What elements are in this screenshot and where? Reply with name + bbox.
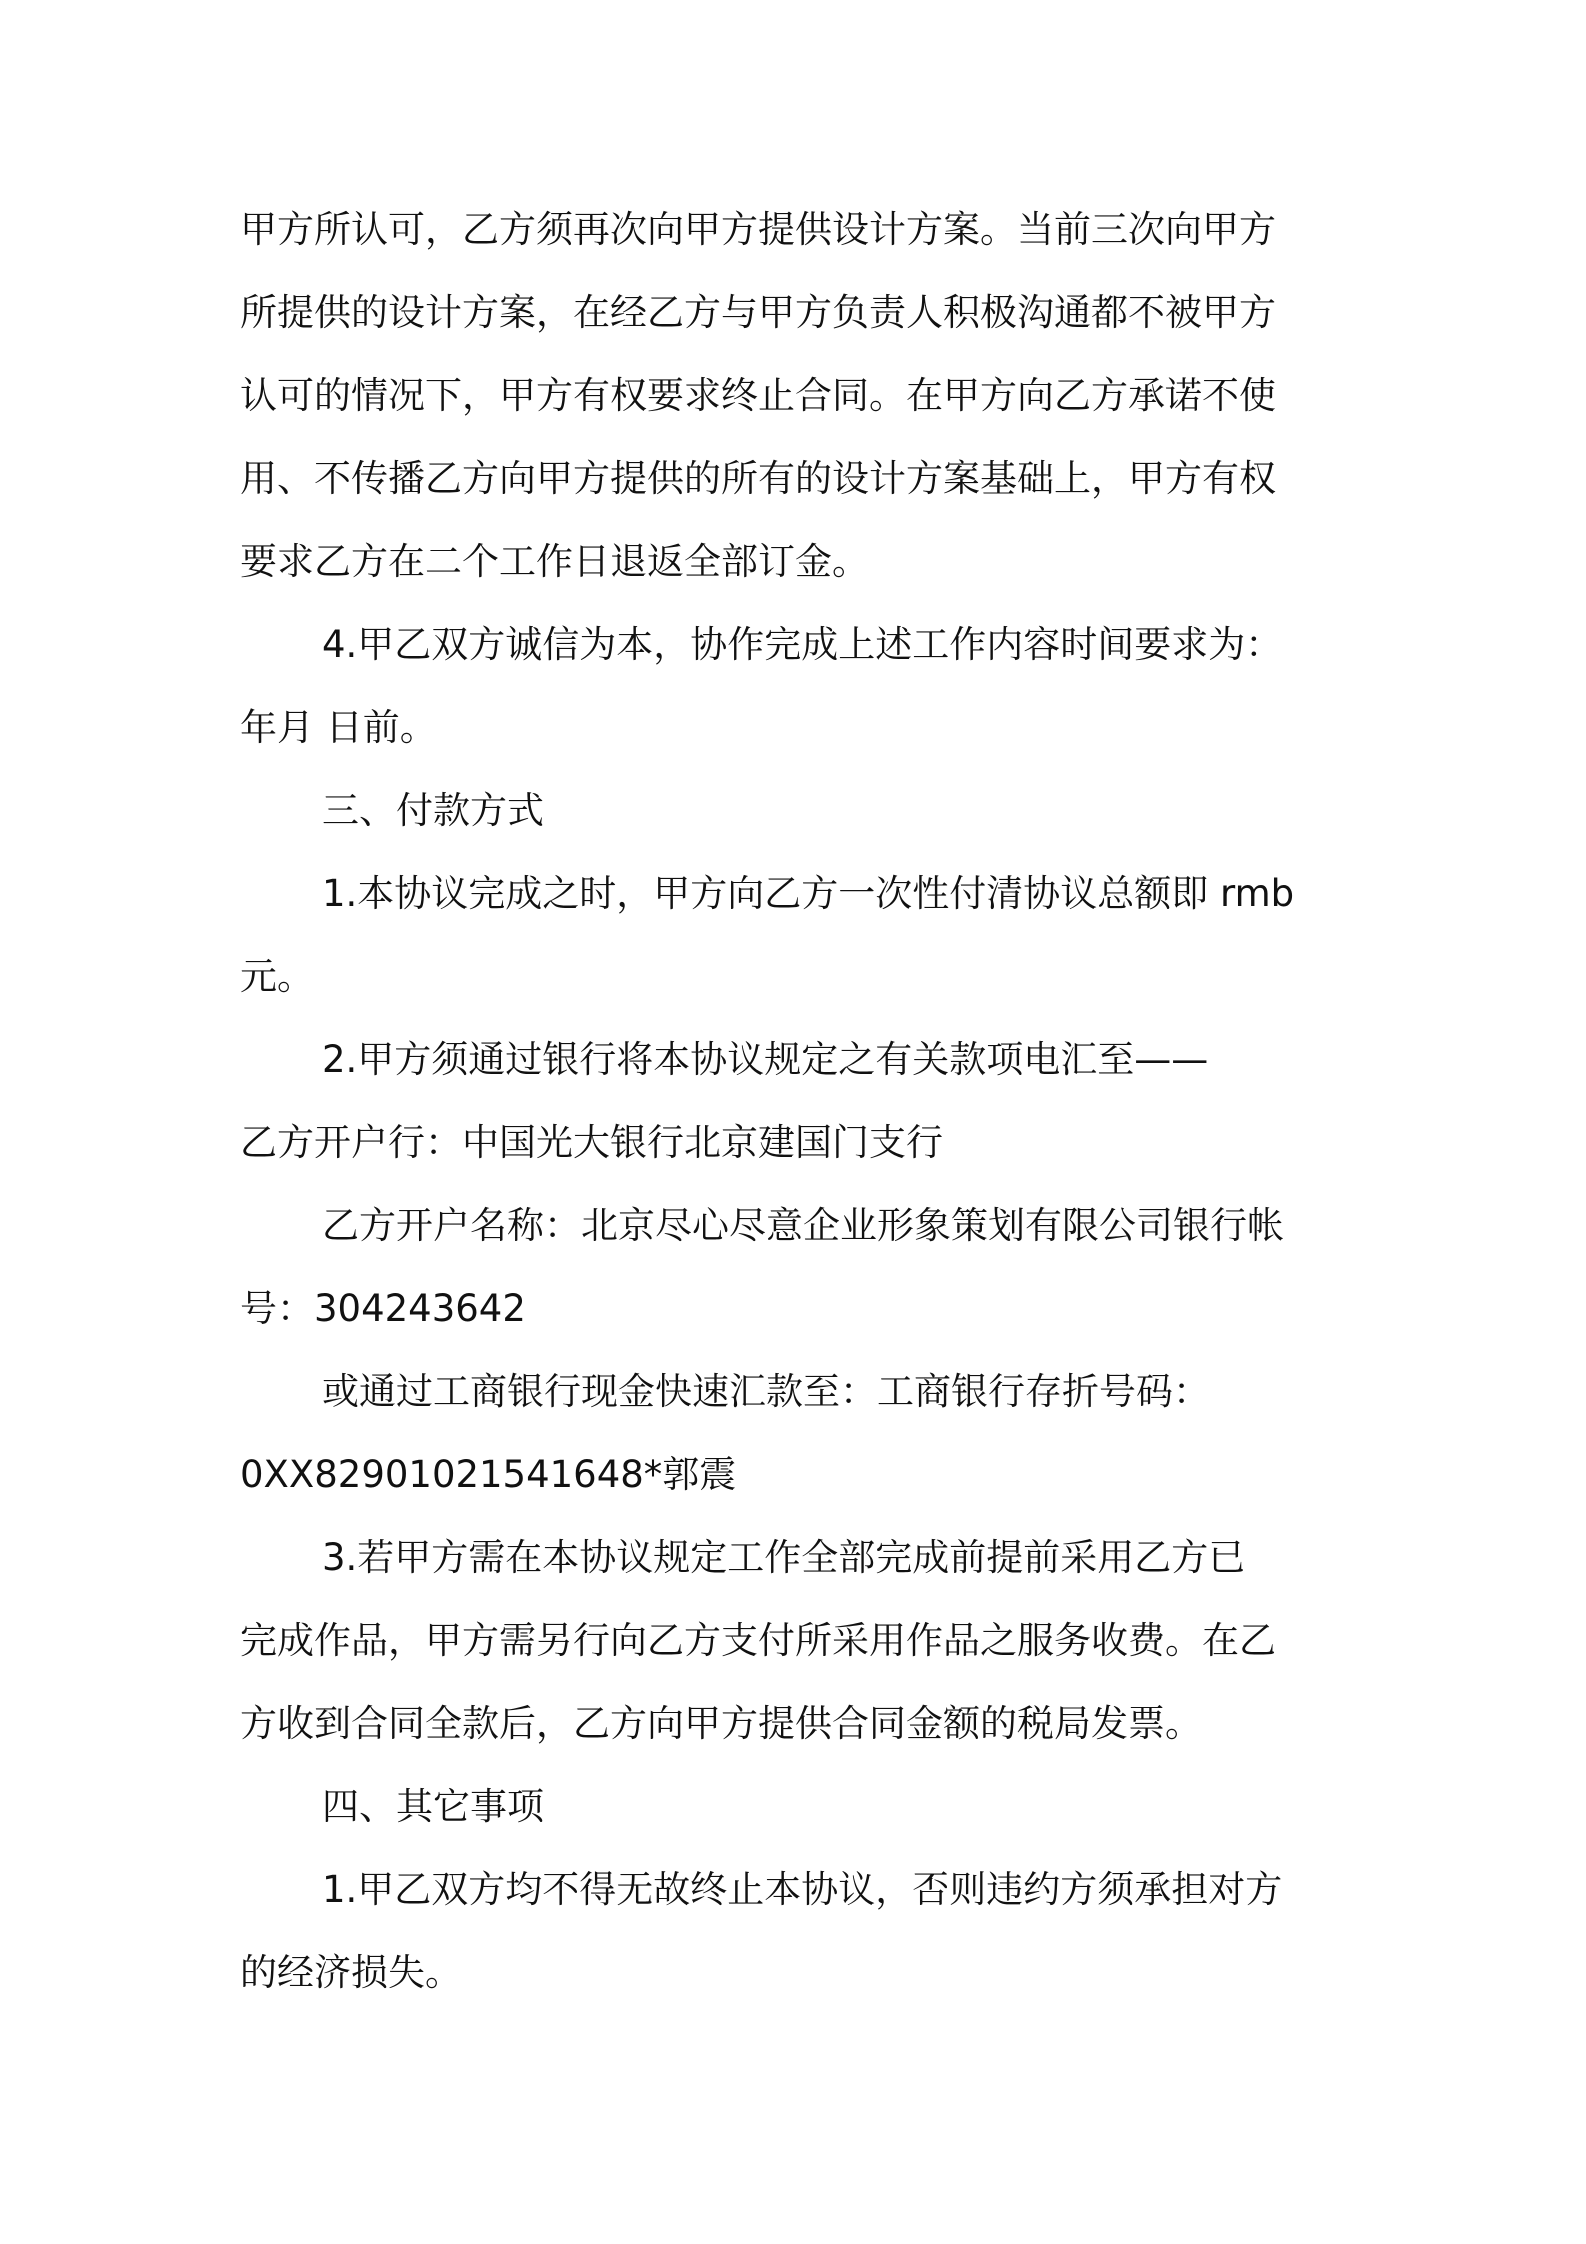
paragraph-line: 方收到合同全款后，乙方向甲方提供合同金额的税局发票。 (240, 1702, 1202, 1745)
paragraph-line: 或通过工商银行现金快速汇款至：工商银行存折号码： (322, 1370, 1210, 1413)
paragraph-line: 4.甲乙双方诚信为本，协作完成上述工作内容时间要求为： (322, 623, 1283, 666)
paragraph-line: 完成作品，甲方需另行向乙方支付所采用作品之服务收费。在乙 (240, 1619, 1276, 1662)
paragraph-line: 1.本协议完成之时，甲方向乙方一次性付清协议总额即 rmb (322, 872, 1295, 915)
paragraph-line: 2.甲方须通过银行将本协议规定之有关款项电汇至—— (322, 1038, 1209, 1081)
paragraph-line: 乙方开户名称：北京尽心尽意企业形象策划有限公司银行帐 (322, 1204, 1284, 1247)
paragraph-line: 用、不传播乙方向甲方提供的所有的设计方案基础上，甲方有权 (240, 457, 1276, 500)
paragraph-line: 3.若甲方需在本协议规定工作全部完成前提前采用乙方已 (322, 1536, 1246, 1579)
paragraph-line: 要求乙方在二个工作日退返全部订金。 (240, 540, 869, 583)
paragraph-line: 1.甲乙双方均不得无故终止本协议，否则违约方须承担对方 (322, 1868, 1283, 1911)
paragraph-line: 号：304243642 (240, 1287, 526, 1330)
section-heading-other: 四、其它事项 (322, 1785, 544, 1828)
paragraph-line: 元。 (240, 955, 314, 998)
paragraph-line: 年月 日前。 (240, 706, 437, 749)
paragraph-line: 乙方开户行：中国光大银行北京建国门支行 (240, 1121, 943, 1164)
paragraph-line: 所提供的设计方案，在经乙方与甲方负责人积极沟通都不被甲方 (240, 291, 1276, 334)
section-heading-payment: 三、付款方式 (322, 789, 544, 832)
paragraph-line: 的经济损失。 (240, 1951, 462, 1994)
paragraph-line: 认可的情况下，甲方有权要求终止合同。在甲方向乙方承诺不使 (240, 374, 1276, 417)
paragraph-line: 甲方所认可，乙方须再次向甲方提供设计方案。当前三次向甲方 (240, 208, 1276, 251)
paragraph-line: 0XX82901021541648*郭震 (240, 1453, 737, 1496)
